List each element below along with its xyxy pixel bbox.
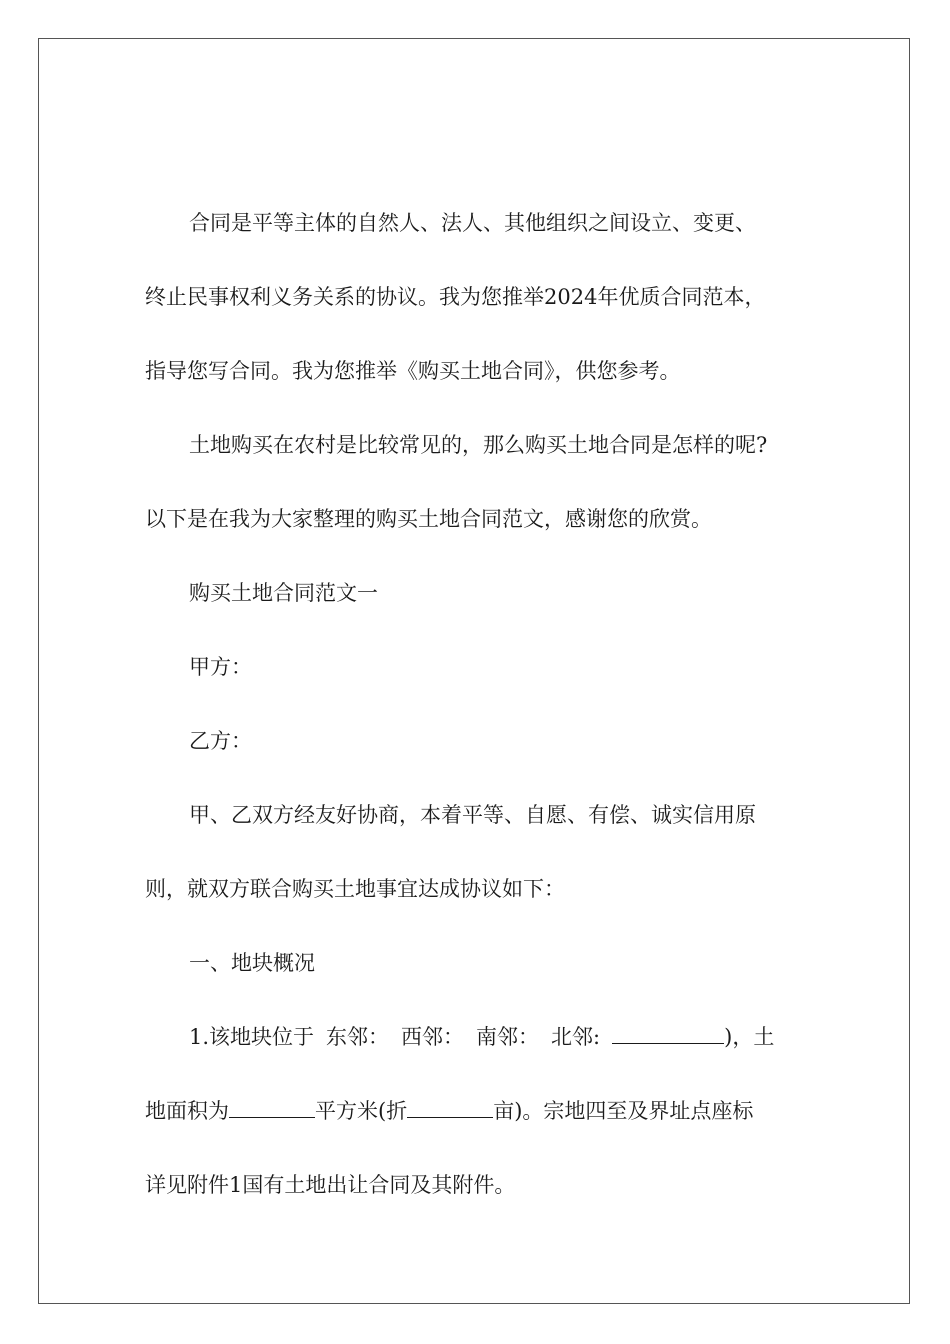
contract-heading: 购买土地合同范文一	[189, 581, 378, 605]
item-1-north-label: 北邻:	[551, 1025, 601, 1049]
item-1-south-label: 南邻：	[476, 1025, 540, 1049]
north-blank-field[interactable]	[612, 1021, 724, 1044]
paragraph-intro-line-2: 终止民事权利义务关系的协议。我为您推举2024年优质合同范本，	[145, 285, 766, 309]
item-1-line-3: 详见附件1国有土地出让合同及其附件。	[145, 1173, 516, 1197]
area-blank-field[interactable]	[229, 1095, 315, 1118]
agreement-line-2: 则，就双方联合购买土地事宜达成协议如下：	[145, 877, 565, 901]
item-1-east-label: 东邻：	[326, 1025, 390, 1049]
item-1-close: )，土	[724, 1025, 775, 1049]
section-1-heading: 一、地块概况	[189, 951, 315, 975]
area-label: 地面积为	[145, 1099, 229, 1123]
paragraph-intro-line-3: 指导您写合同。我为您推举《购买土地合同》，供您参考。	[145, 359, 681, 383]
agreement-line-1: 甲、乙双方经友好协商，本着平等、自愿、有偿、诚实信用原	[189, 803, 756, 827]
document-body	[145, 205, 805, 1241]
party-b-label: 乙方：	[189, 729, 252, 753]
item-1-west-label: 西邻：	[401, 1025, 465, 1049]
area-unit-label: 平方米(折	[315, 1099, 408, 1123]
paragraph-context-line-1: 土地购买在农村是比较常见的，那么购买土地合同是怎样的呢?	[189, 433, 768, 457]
paragraph-context-line-2: 以下是在我为大家整理的购买土地合同范文，感谢您的欣赏。	[145, 507, 712, 531]
mu-blank-field[interactable]	[407, 1095, 493, 1118]
item-1-location-label: 1.该地块位于	[189, 1025, 315, 1049]
party-a-label: 甲方：	[189, 655, 252, 679]
area-tail: 亩)。宗地四至及界址点座标	[493, 1099, 754, 1123]
item-1-line-2	[145, 1093, 805, 1129]
paragraph-intro-line-1: 合同是平等主体的自然人、法人、其他组织之间设立、变更、	[189, 211, 756, 235]
item-1-line-1	[145, 1019, 805, 1055]
